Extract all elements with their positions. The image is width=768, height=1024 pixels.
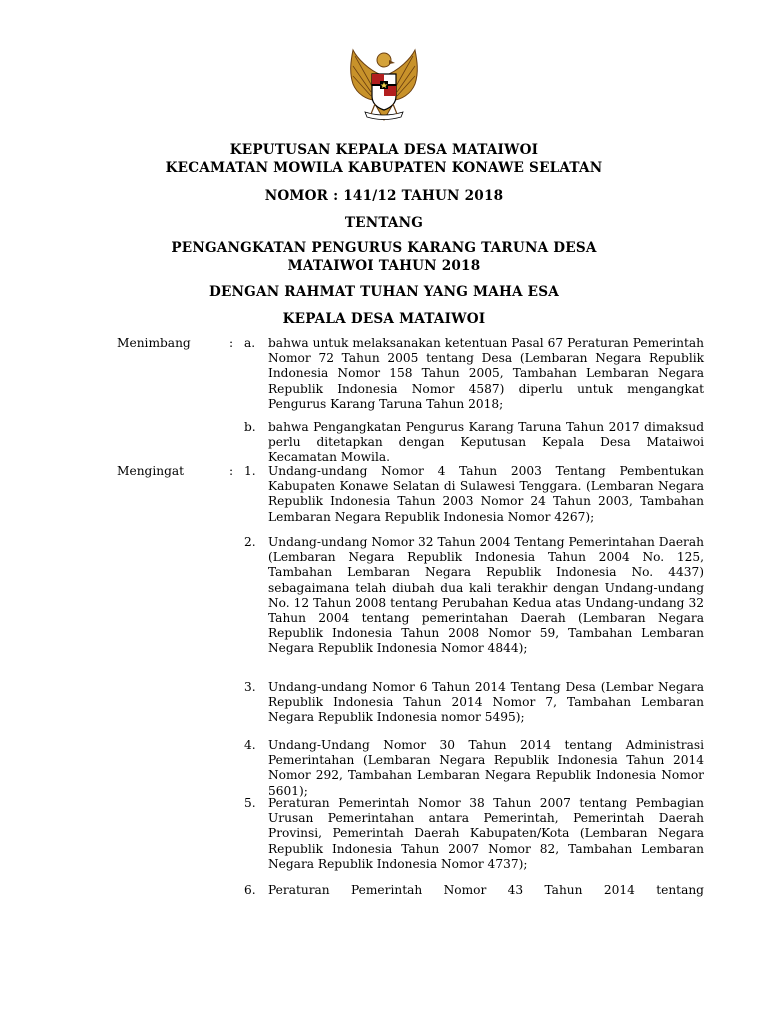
mengingat-item: [244, 796, 704, 872]
item-marker: b.: [244, 420, 256, 434]
tentang-heading: TENTANG: [344, 215, 424, 231]
decree-subtitle: KECAMATAN MOWILA KABUPATEN KONAWE SELATAN: [165, 160, 603, 176]
decree-number: NOMOR : 141/12 TAHUN 2018: [264, 188, 504, 204]
item-text: Undang-undang Nomor 32 Tahun 2004 Tentang Pemerintahan Daerah (Lembaran Negara Republik Indonesia Tahun 2004 No. 125, Tambahan Lembaran Negara Republik Indonesia No. 4437) sebagaimana telah diubah dua kali terakhir dengan Undang-undang No. 12 Tahun 2008 tentang Perubahan Kedua atas Undang-undang 32 Tahun 2004 tentang pemerintahan Daerah (Lembaran Negara Republik Indonesia Tahun 2008 Nomor 59, Tambahan Lembaran Negara Republik Indonesia Nomor 4844);: [268, 535, 704, 656]
mengingat-item: [244, 680, 704, 726]
item-text: bahwa untuk melaksanakan ketentuan Pasal 67 Peraturan Pemerintah Nomor 72 Tahun 2005 tentang Desa (Lembaran Negara Republik Indonesia Nomor 158 Tahun 2005, Tambahan Lembaran Negara Republik Indonesia Nomor 4587) diperlu untuk mengangkat Pengurus Karang Taruna Tahun 2018;: [268, 336, 704, 411]
item-marker: 4.: [244, 738, 256, 752]
rahmat-heading: DENGAN RAHMAT TUHAN YANG MAHA ESA: [209, 284, 559, 300]
item-marker: 1.: [244, 464, 256, 478]
item-marker: 6.: [244, 883, 256, 897]
item-text: Undang-Undang Nomor 30 Tahun 2014 tentang Administrasi Pemerintahan (Lembaran Negara Republik Indonesia Tahun 2014 Nomor 292, Tambahan Lembaran Negara Republik Indonesia Nomor 5601);: [268, 738, 704, 798]
subject-line-1: PENGANGKATAN PENGURUS KARANG TARUNA DESA: [171, 240, 597, 256]
mengingat-item: [244, 883, 704, 898]
subject-line-2: MATAIWOI TAHUN 2018: [287, 258, 481, 274]
menimbang-colon: :: [229, 336, 234, 350]
item-marker: a.: [244, 336, 256, 350]
item-marker: 3.: [244, 680, 256, 694]
item-text: Undang-undang Nomor 4 Tahun 2003 Tentang Pembentukan Kabupaten Konawe Selatan di Sulawesi Tenggara. (Lembaran Negara Republik Indonesia Tahun 2003 Nomor 24 Tahun 2003, Tambahan Lembaran Negara Republik Indonesia Nomor 4267);: [268, 464, 704, 524]
item-marker: 5.: [244, 796, 256, 810]
mengingat-item: [244, 535, 704, 657]
menimbang-item: [244, 420, 704, 466]
garuda-emblem-icon: [339, 46, 429, 126]
item-text: Peraturan Pemerintah Nomor 43 Tahun 2014 tentang: [268, 883, 704, 897]
item-text: bahwa Pengangkatan Pengurus Karang Taruna Tahun 2017 dimaksud perlu ditetapkan dengan Keputusan Kepala Desa Mataiwoi Kecamatan Mowila.: [268, 420, 704, 465]
mengingat-item: [244, 738, 704, 799]
menimbang-item: [244, 336, 704, 412]
mengingat-colon: :: [229, 464, 234, 478]
item-text: Peraturan Pemerintah Nomor 38 Tahun 2007 tentang Pembagian Urusan Pemerintahan antara Pemerintah, Pemerintah Daerah Provinsi, Pemerintah Daerah Kabupaten/Kota (Lembaran Negara Republik Indonesia Tahun 2007 Nomor 82, Tambahan Lembaran Negara Republik Indonesia Nomor 4737);: [268, 796, 704, 871]
item-marker: 2.: [244, 535, 256, 549]
decree-title: KEPUTUSAN KEPALA DESA MATAIWOI: [229, 142, 539, 158]
mengingat-label: Mengingat: [117, 464, 185, 478]
menimbang-label: Menimbang: [117, 336, 191, 350]
item-text: Undang-undang Nomor 6 Tahun 2014 Tentang Desa (Lembar Negara Republik Indonesia Tahun 2014 Nomor 7, Tambahan Lembaran Negara Republik Indonesia nomor 5495);: [268, 680, 704, 725]
kepala-heading: KEPALA DESA MATAIWOI: [282, 311, 486, 327]
mengingat-item: [244, 464, 704, 525]
